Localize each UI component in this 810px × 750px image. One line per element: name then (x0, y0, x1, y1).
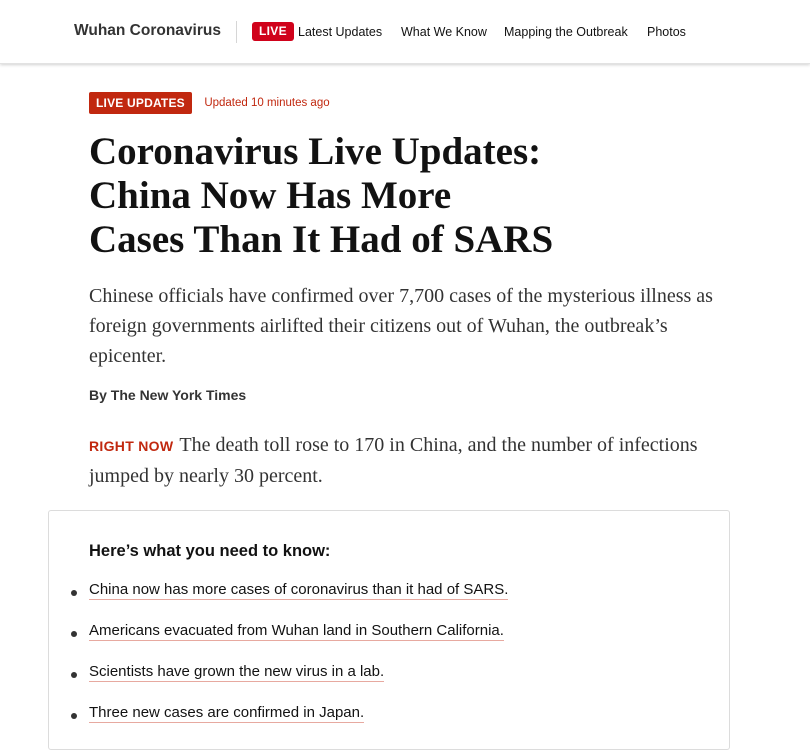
nav-link-mapping-the-outbreak[interactable]: Mapping the Outbreak (504, 25, 628, 39)
headline-line: Coronavirus Live Updates: (89, 130, 542, 173)
right-now-text: The death toll rose to 170 in China, and the number of infections jumped by nearly 30 percent. (89, 434, 698, 487)
need-to-know-box (48, 510, 730, 750)
article-tag-row (89, 92, 330, 114)
section-title-link[interactable]: Wuhan Coronavirus (74, 22, 221, 39)
bullet-icon (71, 631, 77, 637)
nav-divider (236, 21, 237, 43)
need-to-know-link[interactable]: Scientists have grown the new virus in a lab. (89, 663, 385, 680)
article-summary: Chinese officials have confirmed over 7,700 cases of the mysterious illness as foreign governments airlifted their citizens out of Wuhan, the outbreak’s epicenter. (89, 285, 713, 367)
bullet-icon (71, 713, 77, 719)
need-to-know-title: Here’s what you need to know: (89, 542, 331, 560)
nav-link-what-we-know[interactable]: What We Know (401, 25, 487, 39)
nav-link-latest-updates[interactable]: Latest Updates (298, 25, 383, 39)
need-to-know-link[interactable]: Americans evacuated from Wuhan land in Southern California. (89, 622, 504, 639)
nav-link-photos[interactable]: Photos (647, 25, 686, 39)
headline-line: Cases Than It Had of SARS (89, 218, 554, 261)
byline: By The New York Times (89, 387, 247, 403)
updated-timestamp: Updated 10 minutes ago (204, 97, 330, 109)
need-to-know-link[interactable]: Three new cases are confirmed in Japan. (89, 704, 365, 721)
right-now-label: RIGHT NOW (89, 438, 174, 454)
article-headline (89, 130, 729, 262)
live-badge[interactable]: LIVE (252, 22, 294, 41)
headline-line: China Now Has More (89, 174, 452, 217)
live-updates-badge: LIVE UPDATES (89, 92, 192, 114)
need-to-know-link[interactable]: China now has more cases of coronavirus than it had of SARS. (89, 581, 509, 598)
bullet-icon (71, 590, 77, 596)
bullet-icon (71, 672, 77, 678)
top-nav-bar (0, 0, 810, 64)
right-now-blurb (89, 430, 729, 491)
